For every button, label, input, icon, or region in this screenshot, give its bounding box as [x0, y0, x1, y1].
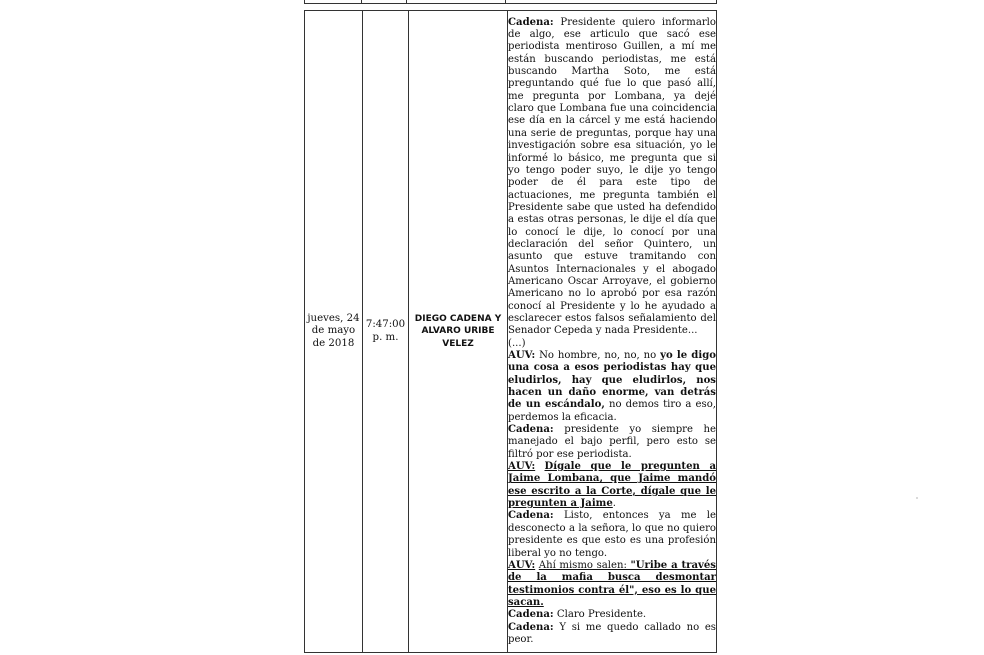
dialog-content: No hombre, no, no, no	[539, 350, 661, 362]
table-row	[305, 11, 717, 653]
dialog-content: .	[612, 498, 616, 510]
speaker-label: AUV:	[508, 350, 536, 362]
dialog-cell	[508, 11, 717, 653]
speaker-label: AUV:	[508, 461, 536, 473]
dialog-content: Ahí mismo salen:	[538, 559, 631, 571]
transcript-table	[304, 10, 717, 653]
underlined-excerpt: "Uribe a través de la mafia busca desmontar testimonios contra él", eso es lo que sacan.	[508, 559, 716, 608]
column-divider	[361, 0, 362, 3]
dialog-line	[508, 510, 716, 559]
dialog-line	[508, 622, 716, 647]
time-cell: 7:47:00 p. m.	[363, 11, 409, 653]
dialog-line	[508, 17, 716, 338]
dialog-text	[508, 17, 716, 647]
speaker-label: Cadena:	[508, 424, 554, 436]
dialog-content: Claro Presidente.	[556, 609, 647, 621]
speaker-label: AUV:	[508, 559, 536, 571]
speaker-label: Cadena:	[508, 16, 554, 28]
speaker-label: Cadena:	[508, 621, 554, 633]
dialog-content: no demos tiro a eso, perdemos la eficacia.	[508, 399, 716, 423]
dialog-line	[508, 609, 716, 621]
scan-speck	[916, 497, 918, 499]
omission-mark	[508, 338, 716, 350]
column-divider	[505, 0, 506, 3]
previous-table-row-edge	[304, 0, 717, 4]
dialog-content: presidente yo siempre he manejado el bajo perfil, pero esto se filtró por ese periodista.	[508, 424, 716, 460]
dialog-line	[508, 560, 716, 609]
dialog-line	[508, 424, 716, 461]
dialog-content: Y si me quedo callado no es peor.	[508, 621, 716, 645]
dialog-line	[508, 350, 716, 424]
participants-cell: DIEGO CADENA Y ALVARO URIBE VELEZ	[409, 11, 508, 653]
speaker-label: Cadena:	[508, 609, 554, 621]
dialog-line	[508, 461, 716, 510]
dialog-content: Listo, entonces ya me le desconecto a la señora, lo que no quiero presidente es que esto es una profesión liberal yo no tengo.	[508, 510, 716, 559]
ellipsis-text: (...)	[508, 337, 526, 349]
underlined-excerpt: Dígale que le pregunten a Jaime Lombana, que Jaime mandó ese escrito a la Corte, dígale que le pregunten a Jaime	[508, 461, 716, 510]
bold-excerpt: yo le digo una cosa a esos periodistas hay que eludirlos, hay que eludirlos, nos hacen un daño enorme, van detrás de un escándalo,	[508, 350, 716, 411]
speaker-label: Cadena:	[508, 510, 554, 522]
date-cell: jueves, 24 de mayo de 2018	[305, 11, 363, 653]
column-divider	[406, 0, 407, 3]
dialog-content: Presidente quiero informarlo de algo, ese articulo que sacó ese periodista mentiroso Guillen, a mí me están buscando periodistas, me está buscando Martha Soto, me está preguntando qué fue lo que pasó allí, me pregunta por Lombana, ya dejé claro que Lombana fue una coincidencia ese día en la cárcel y me está haciendo una serie de preguntas, porque hay una investigación sobre esa situación, yo le informé lo básico, me pregunta que si yo tengo poder suyo, le dije yo tengo poder de él para este tipo de actuaciones, me pregunta también el Presidente sabe que usted ha defendido a estas otras personas, le dije el día que lo conocí le dije, lo conocí por una declaración del señor Quintero, un asunto que estuve tramitando con Asuntos Internacionales y el abogado Americano Oscar Arroyave, el gobierno Americano no lo aprobó por esa razón conocí al Presidente y lo he ayudado a esclarecer estos falsos señalamiento del Senador Cepeda y nada Presidente...	[508, 16, 716, 337]
